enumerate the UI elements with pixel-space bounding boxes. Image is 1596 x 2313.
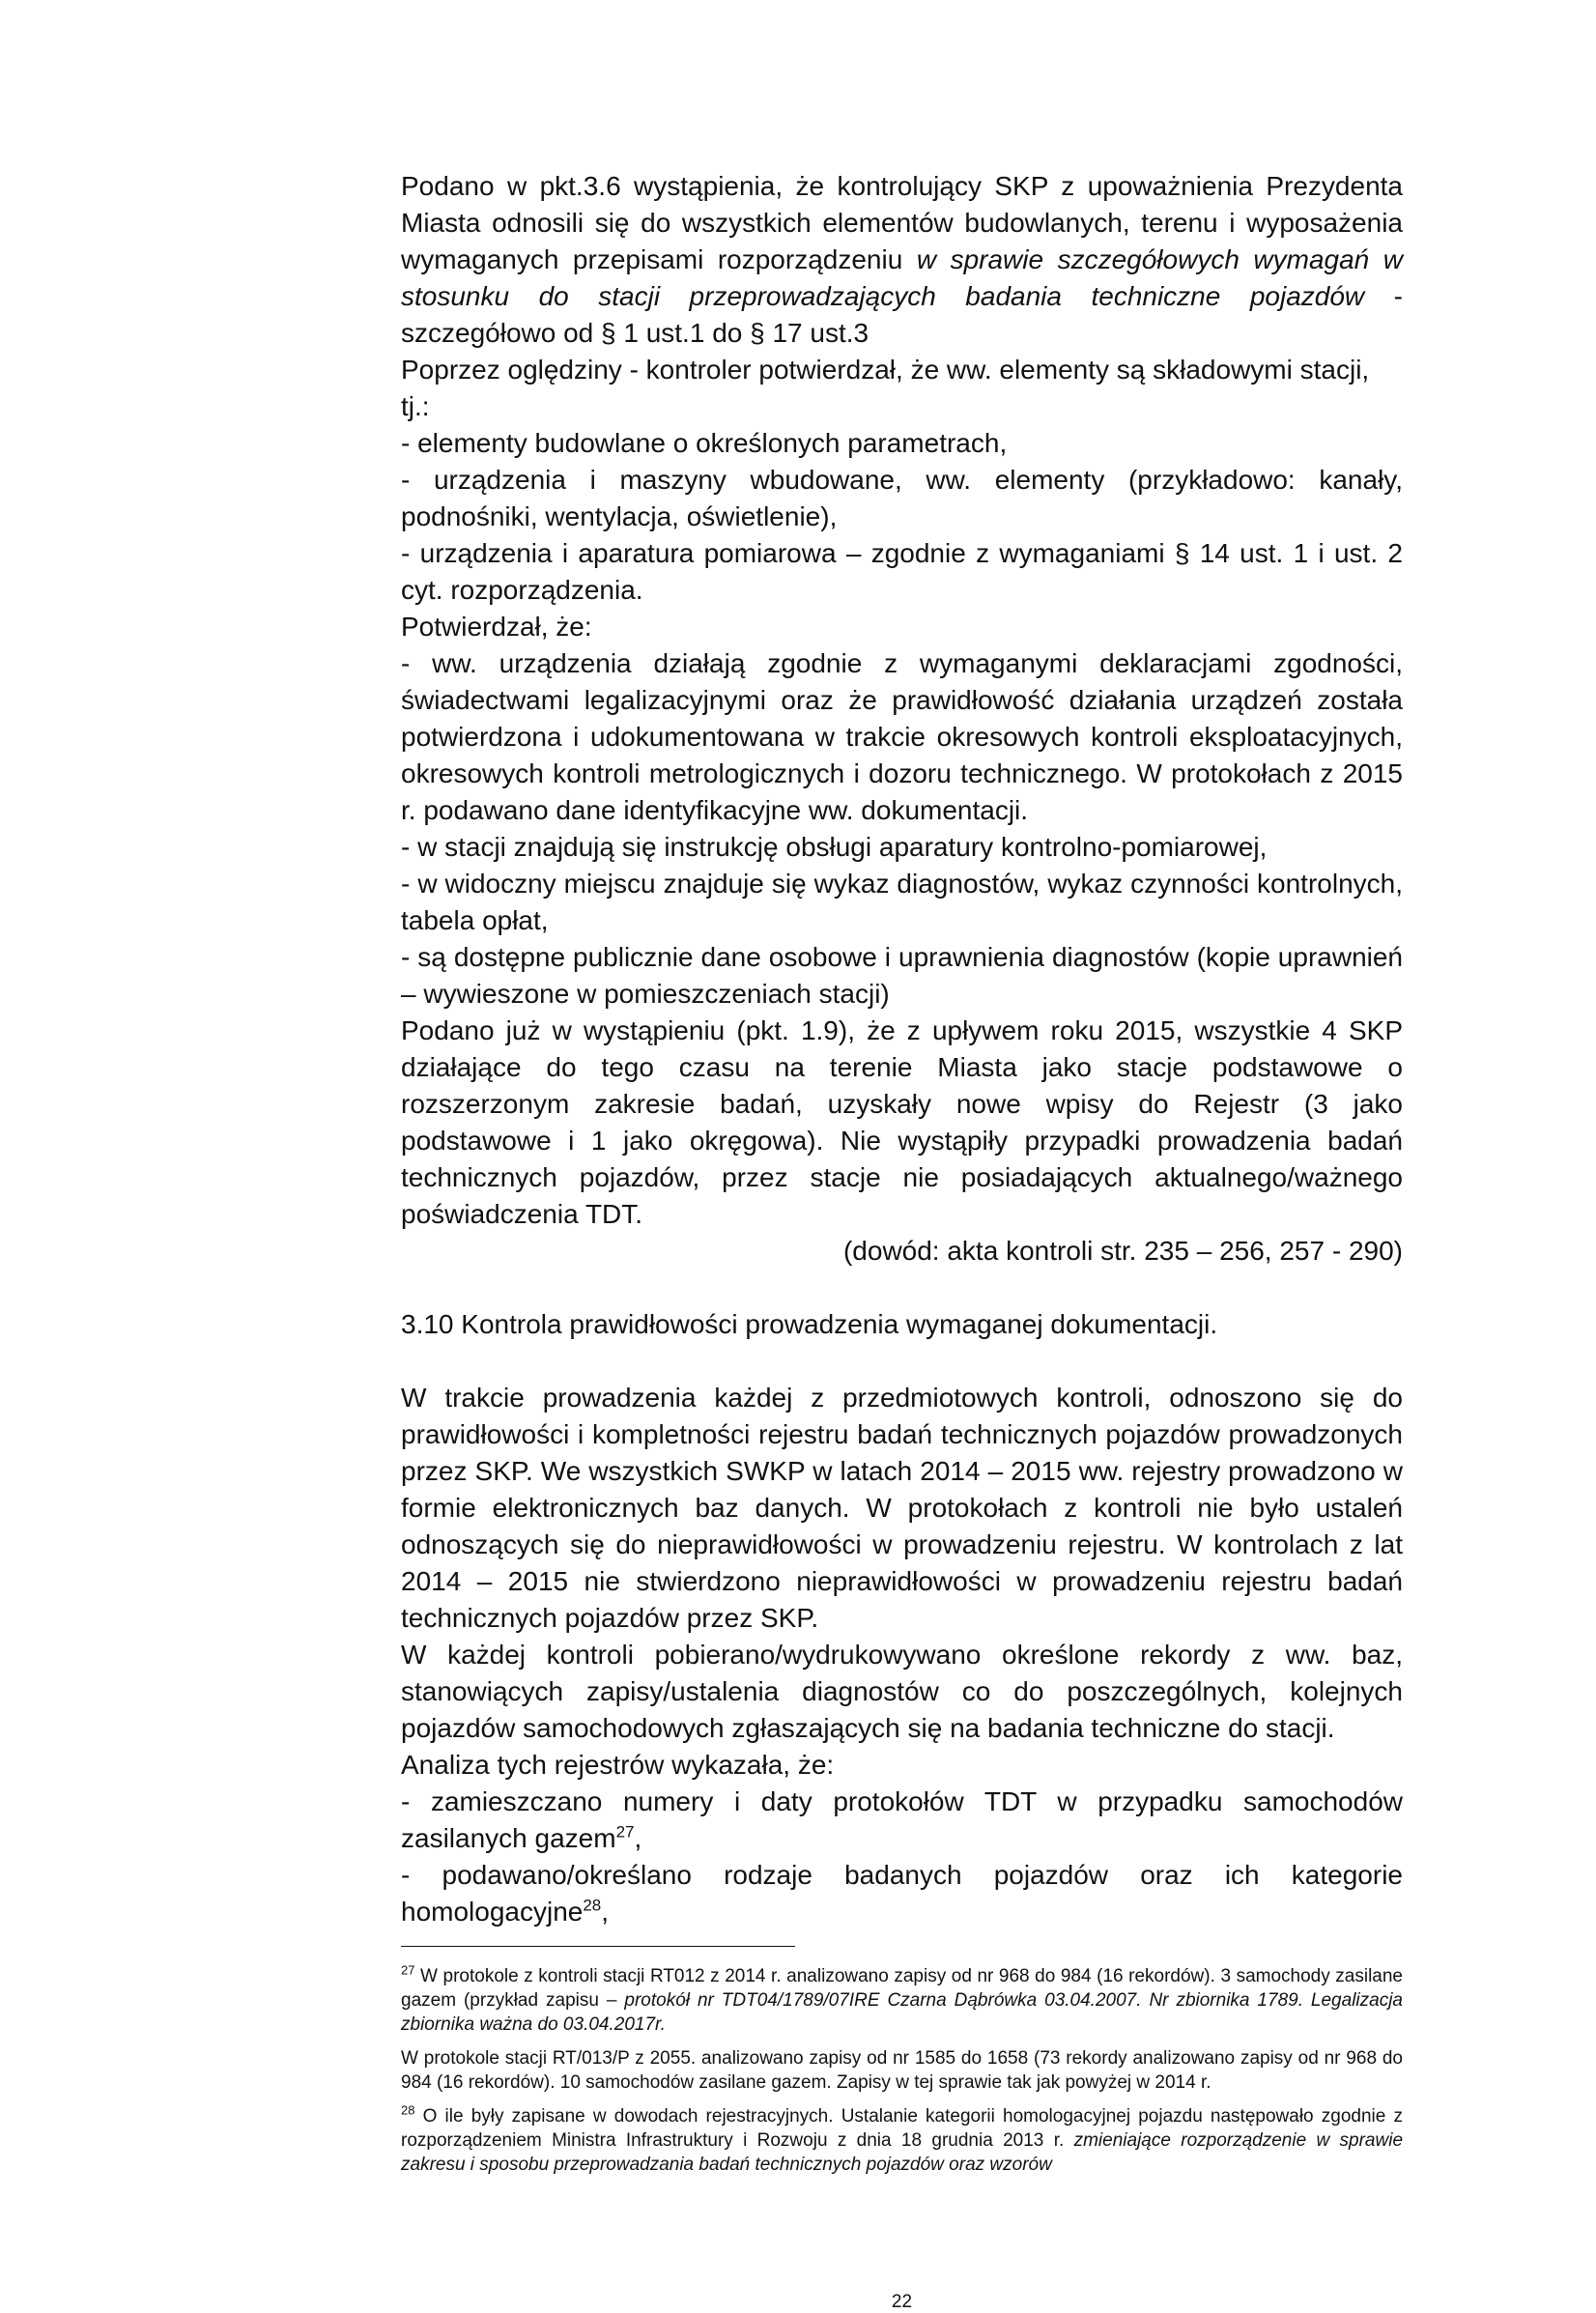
paragraph-records: W każdej kontroli pobierano/wydrukowywano określone rekordy z ww. baz, stanowiących zapisy/ustalenia diagnostów co do poszczególnych, kolejnych pojazdów samochodowych zgłaszających się na badania techniczne do stacji. — [401, 1640, 1403, 1743]
evidence-reference: (dowód: akta kontroli str. 235 – 256, 257 - 290) — [842, 1236, 1403, 1266]
list-item-public-data: - są dostępne publicznie dane osobowe i uprawnienia diagnostów (kopie uprawnień – wywieszone w pomieszczeniach stacji) — [401, 942, 1403, 1009]
footnote-number: 28 — [401, 2102, 415, 2118]
text-segment: W protokole z kontroli stacji RT012 z 2014 r. analizowano zapisy od nr 968 do 984 (16 rekordów). 3 samochody zasilane gazem (przykład zapisu – — [401, 1966, 1403, 2011]
main-text — [401, 168, 1403, 1930]
list-item-diagnosticians: - w widoczny miejscu znajduje się wykaz diagnostów, wykaz czynności kontrolnych, tabela opłat, — [401, 869, 1403, 935]
footnote-separator — [401, 1946, 795, 1947]
list-item-building: - elementy budowlane o określonych parametrach, — [401, 428, 1008, 458]
italic-example: protokół nr TDT04/1789/07IRE Czarna Dąbrówka 03.04.2007. Nr zbiornika 1789. Legalizacja zbiornika ważna do 03.04.2017r. — [401, 1990, 1403, 2035]
footnotes — [401, 1964, 1403, 2177]
text-segment: O ile były zapisane w dowodach rejestracyjnych. Ustalanie kategorii homologacyjnej pojazdu następowało zgodnie z rozporządzeniem Ministra Infrastruktury i Rozwoju z dnia 18 grudnia 2013 r. — [401, 2106, 1403, 2151]
paragraph-confirmed: Potwierdzał, że: — [401, 612, 592, 642]
text-segment: - szczegółowo od § 1 ust.1 do § 17 ust.3 — [401, 281, 1403, 348]
footnote-27-continued: W protokole stacji RT/013/P z 2055. analizowano zapisy od nr 1585 do 1658 (73 rekordy analizowano zapisy od nr 968 do 984 (16 rekordów). 10 samochodów zasilane gazem. Zapisy w tej sprawie tak jak powyżej w 2014 r. — [401, 2048, 1403, 2093]
paragraph-register: W trakcie prowadzenia każdej z przedmiotowych kontroli, odnoszono się do prawidłowości i kompletności rejestru badań technicznych pojazdów prowadzonych przez SKP. We wszystkich SWKP w latach 2014 – 2015 ww. rejestry prowadzono w formie elektronicznych baz danych. W protokołach z kontroli nie było ustaleń odnoszących się do nieprawidłowości w prowadzeniu rejestru. W kontrolach z lat 2014 – 2015 nie stwierdzono nieprawidłowości w prowadzeniu rejestru badań technicznych pojazdów przez SKP. — [401, 1383, 1403, 1633]
italic-regulation-title: w sprawie szczegółowych wymagań w stosunku do stacji przeprowadzających badania techniczne pojazdów — [401, 244, 1403, 311]
document-page — [401, 168, 1404, 2312]
footnote-28 — [401, 2104, 1403, 2177]
text-segment: , — [601, 1897, 610, 1927]
paragraph-inspection: Poprzez oględziny - kontroler potwierdzał, że ww. elementy są składowymi stacji, tj.: — [401, 355, 1370, 421]
paragraph-analysis: Analiza tych rejestrów wykazała, że: — [401, 1750, 835, 1780]
list-item-homologation — [401, 1857, 1403, 1930]
footnote-ref-27: 27 — [615, 1822, 635, 1842]
page-number: 22 — [891, 2292, 913, 2312]
list-item-measuring: - urządzenia i aparatura pomiarowa – zgodnie z wymaganiami § 14 ust. 1 i ust. 2 cyt. rozporządzenia. — [401, 538, 1403, 605]
footnote-27 — [401, 1964, 1403, 2037]
text-segment: Podano w pkt.3.6 wystąpienia, że kontrolujący SKP z upoważnienia Prezydenta Miasta odnosili się do wszystkich elementów budowlanych, terenu i wyposażenia wymaganych przepisami rozporządzeniu — [401, 171, 1403, 274]
footnote-number: 27 — [401, 1962, 415, 1978]
list-item-instructions: - w stacji znajdują się instrukcję obsługi aparatury kontrolno-pomiarowej, — [401, 832, 1268, 862]
text-segment: - podawano/określano rodzaje badanych pojazdów oraz ich kategorie homologacyjne — [401, 1860, 1403, 1927]
paragraph-entries: Podano już w wystąpieniu (pkt. 1.9), że z upływem roku 2015, wszystkie 4 SKP działające do tego czasu na terenie Miasta jako stacje podstawowe o rozszerzonym zakresie badań, uzyskały nowe wpisy do Rejestr (3 jako podstawowe i 1 jako okręgowa). Nie wystąpiły przypadki prowadzenia badań technicznych pojazdów, przez stacje nie posiadających aktualnego/ważnego poświadczenia TDT. — [401, 1015, 1403, 1229]
paragraph-intro — [401, 168, 1403, 352]
text-segment: , — [634, 1823, 642, 1853]
list-item-devices: - urządzenia i maszyny wbudowane, ww. elementy (przykładowo: kanały, podnośniki, wentylacja, oświetlenie), — [401, 465, 1403, 531]
text-segment: - zamieszczano numery i daty protokołów TDT w przypadku samochodów zasilanych gazem — [401, 1786, 1403, 1853]
footnote-ref-28: 28 — [583, 1896, 602, 1915]
list-item-compliance: - ww. urządzenia działają zgodnie z wymaganymi deklaracjami zgodności, świadectwami legalizacyjnymi oraz że prawidłowość działania urządzeń została potwierdzona i udokumentowana w trakcie okresowych kontroli eksploatacyjnych, okresowych kontroli metrologicznych i dozoru technicznego. W protokołach z 2015 r. podawano dane identyfikacyjne ww. dokumentacji. — [401, 648, 1403, 825]
italic-regulation: zmieniające rozporządzenie w sprawie zakresu i sposobu przeprowadzania badań technicznych pojazdów oraz wzorów — [401, 2130, 1404, 2175]
list-item-gas — [401, 1784, 1403, 1857]
section-heading: 3.10 Kontrola prawidłowości prowadzenia wymaganej dokumentacji. — [401, 1309, 1218, 1339]
